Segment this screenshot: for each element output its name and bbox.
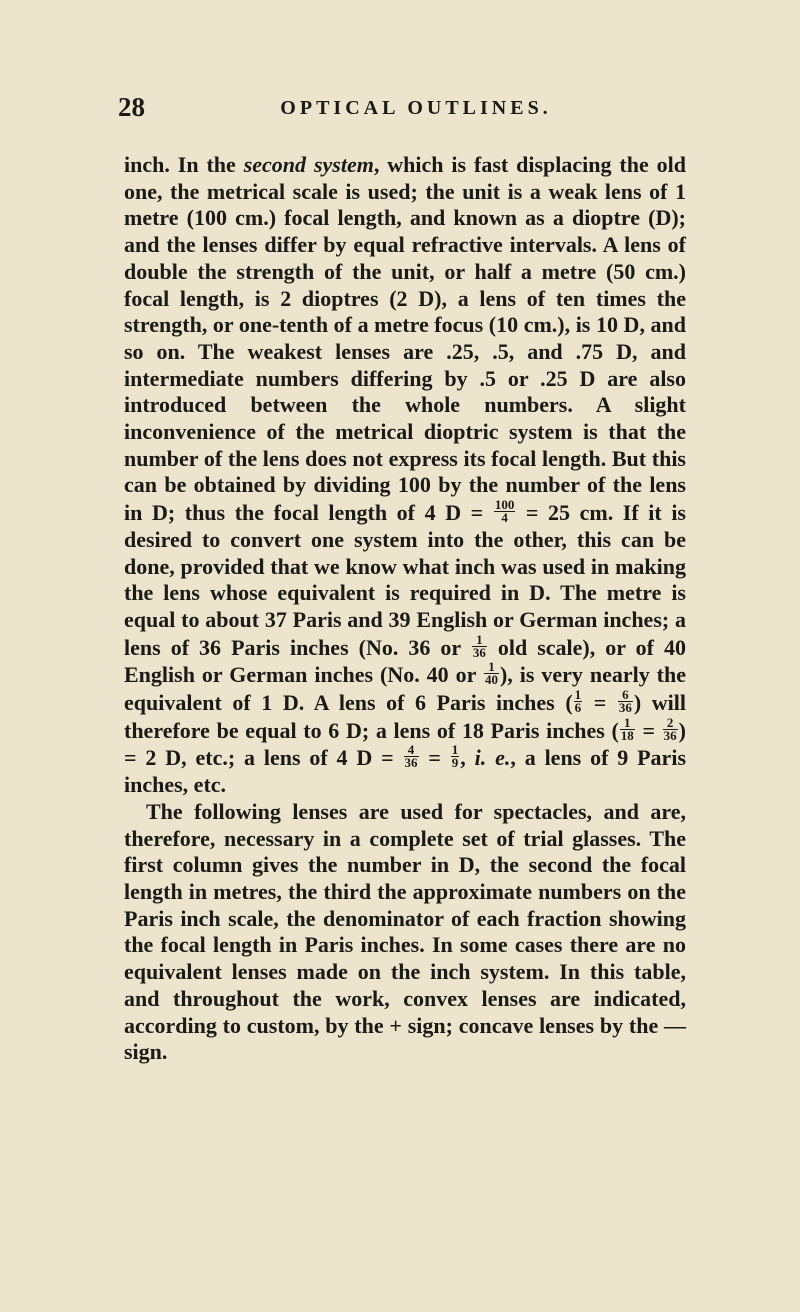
fraction-6-over-36: $\frac{6}{36}$ — [618, 687, 632, 716]
body-text — [124, 152, 686, 1066]
page-header — [118, 92, 684, 132]
fraction-1-over-6: $\frac{1}{6}$ — [574, 687, 582, 716]
fraction-2-over-36: $\frac{2}{36}$ — [663, 714, 677, 743]
emphasis-second-system: second system — [243, 152, 374, 177]
emphasis-ie: i. e. — [474, 745, 511, 771]
fraction-1-over-9: $\frac{1}{9}$ — [451, 742, 459, 771]
fraction-1-over-40: $\frac{1}{40}$ — [484, 659, 498, 688]
page-number: 28 — [118, 92, 145, 122]
fraction-1-over-36: $\frac{1}{36}$ — [472, 631, 486, 660]
paragraph-dioptre-system: inch. In the second system, which is fast displacing the old one, the metrical scale is used; the unit is a weak lens of 1 metre (100 cm.) focal length, and known as a dioptre (D); and the lenses differ by equal refractive intervals. A lens of double the strength of the unit, or half a metre (50 cm.) focal length, is 2 dioptres (2 D), a lens of ten times the strength, or one-tenth of a metre focus (10 cm.), is 10 D, and so on. The weakest lenses are .25, .5, and .75 D, and intermediate numbers differing by .5 or .25 D are also introduced between the whole numbers. A slight inconvenience of the metrical dioptric system is that the number of the lens does not express its focal length. But this can be obtained by dividing 100 by the number of the lens in D; thus the focal length of 4 D = $\frac{100}{4}$ = 25 cm. If it is desired to convert one system into the other, this can be done, provided that we know what inch was used in making the lens whose equivalent is required in D. The metre is equal to about 37 Paris and 39 English or German inches; a lens of 36 Paris inches (No. 36 or $\frac{1}{36}$ old scale), or of 40 English or German inches (No. 40 or $\frac{1}{40}$ ), is very nearly the equivalent of 1 D. A lens of 6 Paris inches ( $\frac{1}{6}$ = $\frac{6}{36}$ ) will therefore be equal to 6 D; a lens of 18 Paris inches ( $\frac{1}{18}$ = $\frac{2}{36}$ ) = 2 D, etc.; a lens of 4 D = $\frac{4}{36}$ = $\frac{1}{9}$ , i. e., a lens of 9 Paris inches, etc. — [124, 152, 687, 798]
running-head: OPTICAL OUTLINES. — [280, 97, 552, 119]
fraction-1-over-18: $\frac{1}{18}$ — [620, 714, 634, 743]
paragraph-trial-glasses: The following lenses are used for spectacles, and are, therefore, necessary in a complete set of trial glasses. The first column gives the number in D, the second the focal length in metres, the third the approximate numbers on the Paris inch scale, the denominator of each fraction showing the focal length in Paris inches. In some cases there are no equivalent lenses made on the inch system. In this table, and throughout the work, convex lenses are indicated, according to custom, by the + sign; concave lenses by the — sign. — [124, 798, 686, 1065]
fraction-4-over-36: $\frac{4}{36}$ — [404, 742, 418, 771]
fraction-100-over-4: $\frac{100}{4}$ — [494, 497, 515, 526]
